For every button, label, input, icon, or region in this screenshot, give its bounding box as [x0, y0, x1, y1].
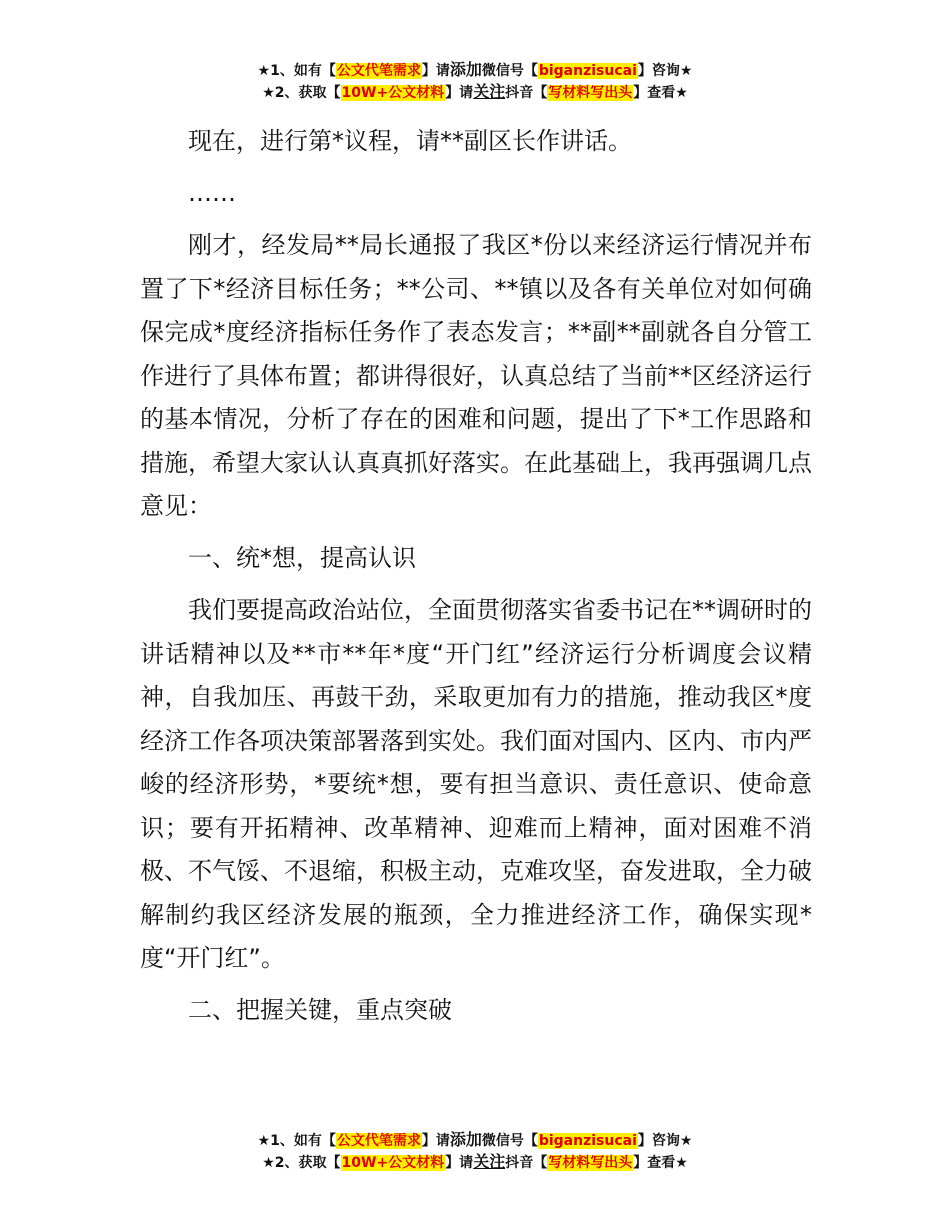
- document-body: [140, 120, 812, 1041]
- header-banner: [0, 59, 950, 103]
- paragraph: 刚才，经发局**局长通报了我区*份以来经济运行情况并布置了下*经济目标任务；**公司、**镇以及各有关单位对如何确保完成*度经济指标任务作了表态发言；**副**副就各自分管工作进行了具体布置；都讲得很好，认真总结了当前**区经济运行的基本情况，分析了存在的困难和问题，提出了下*工作思路和措施，希望大家认认真真抓好落实。在此基础上，我再强调几点意见：: [140, 231, 812, 520]
- banner-line-1: ★1、如有【公文代笔需求】请添加微信号【biganzisucai】咨询★: [257, 1130, 693, 1149]
- banner-line-2: ★2、获取【10W+公文材料】请关注抖音【写材料写出头】查看★: [262, 82, 688, 101]
- paragraph: 我们要提高政治站位，全面贯彻落实省委书记在**调研时的讲话精神以及**市**年*度“开门红”经济运行分析调度会议精神，自我加压、再鼓干劲，采取更加有力的措施，推动我区*度经济工作各项决策部署落到实处。我们面对国内、区内、市内严峻的经济形势，*要统*想，要有担当意识、责任意识、使命意识；要有开拓精神、改革精神、迎难而上精神，面对困难不消极、不气馁、不退缩，积极主动，克难攻坚，奋发进取，全力破解制约我区经济发展的瓶颈，全力推进经济工作，确保实现*度“开门红”。: [140, 596, 812, 972]
- section-heading: 一、统*想，提高认识: [188, 544, 416, 572]
- banner-line-1: ★1、如有【公文代笔需求】请添加微信号【biganzisucai】咨询★: [257, 60, 693, 79]
- section-heading: 二、把握关键，重点突破: [188, 996, 452, 1024]
- paragraph: 现在，进行第*议程，请**副区长作讲话。: [188, 127, 632, 155]
- footer-banner: [0, 1129, 950, 1173]
- ellipsis: ……: [188, 179, 236, 207]
- banner-line-2: ★2、获取【10W+公文材料】请关注抖音【写材料写出头】查看★: [262, 1152, 688, 1171]
